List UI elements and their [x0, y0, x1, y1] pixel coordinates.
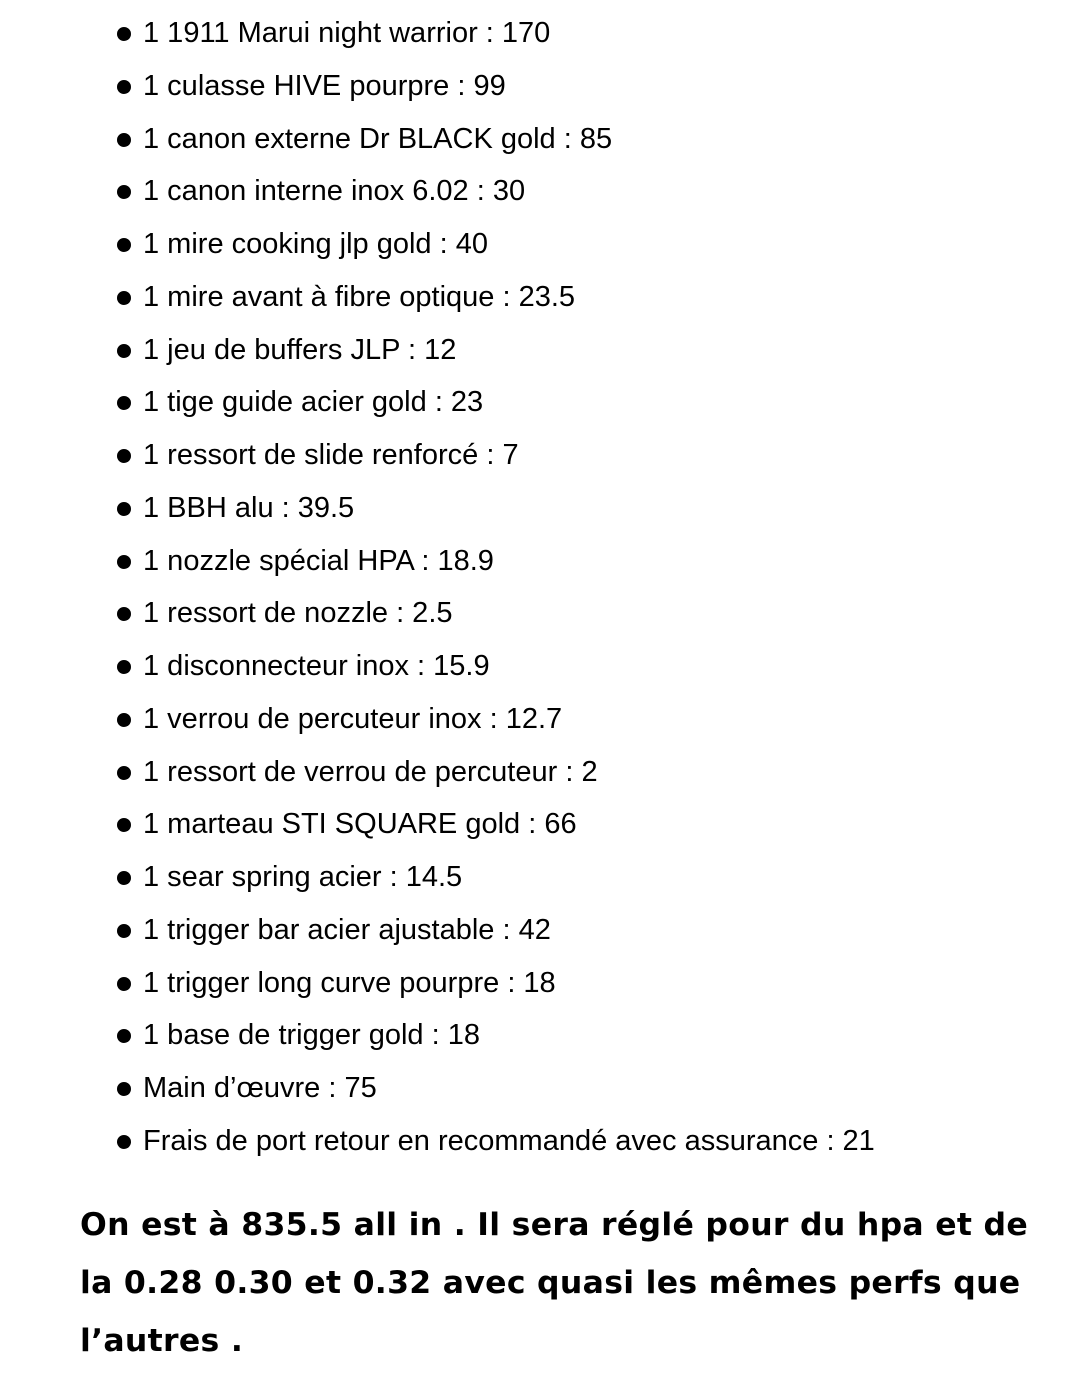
list-item-text: 1 1911 Marui night warrior : 170 — [143, 17, 551, 49]
list-item-text: 1 verrou de percuteur inox : 12.7 — [143, 702, 563, 735]
bullet-icon — [117, 977, 131, 991]
list-item-text: 1 mire avant à fibre optique : 23.5 — [143, 280, 576, 313]
list-item-text: 1 canon interne inox 6.02 : 30 — [143, 175, 526, 208]
list-item — [115, 801, 1055, 854]
bullet-icon — [117, 449, 131, 463]
bullet-icon — [117, 238, 131, 252]
list-item — [115, 63, 1055, 116]
list-item-text: 1 trigger long curve pourpre : 18 — [143, 966, 556, 999]
list-item — [115, 379, 1055, 432]
list-item — [115, 274, 1055, 327]
bullet-icon — [117, 766, 131, 780]
list-item-text: 1 disconnecteur inox : 15.9 — [143, 650, 490, 682]
list-item — [115, 696, 1055, 749]
list-item-text: 1 jeu de buffers JLP : 12 — [143, 333, 457, 366]
bullet-icon — [117, 396, 131, 410]
list-item — [115, 643, 1055, 696]
bullet-icon — [117, 924, 131, 938]
list-item-text: Main d’œuvre : 75 — [143, 1072, 377, 1104]
bullet-icon — [117, 1135, 131, 1149]
list-item — [115, 1012, 1055, 1065]
list-item-text: 1 base de trigger gold : 18 — [143, 1019, 480, 1052]
list-item-text: 1 ressort de nozzle : 2.5 — [143, 597, 453, 630]
list-item — [115, 485, 1055, 538]
bullet-icon — [117, 1029, 131, 1043]
list-item — [115, 116, 1055, 169]
list-item — [115, 327, 1055, 380]
bullet-icon — [117, 291, 131, 305]
bullet-icon — [117, 80, 131, 94]
list-item — [115, 1118, 1055, 1171]
list-item — [115, 432, 1055, 485]
list-item-text: 1 ressort de slide renforcé : 7 — [143, 439, 519, 471]
list-item — [115, 10, 1055, 63]
bullet-icon — [117, 133, 131, 147]
list-item-text: 1 culasse HIVE pourpre : 99 — [143, 69, 506, 102]
bullet-icon — [117, 1082, 131, 1096]
list-item — [115, 854, 1055, 907]
summary-paragraph: On est à 835.5 all in . Il sera réglé pour du hpa et de la 0.28 0.30 et 0.32 avec quasi les mêmes perfs que l’autres . — [80, 1207, 1029, 1359]
bullet-icon — [117, 713, 131, 727]
bullet-icon — [117, 344, 131, 358]
list-item — [115, 749, 1055, 802]
bullet-icon — [117, 555, 131, 569]
list-item-text: 1 trigger bar acier ajustable : 42 — [143, 913, 551, 946]
list-item — [115, 590, 1055, 643]
list-item-text: 1 sear spring acier : 14.5 — [143, 861, 463, 893]
list-item — [115, 960, 1055, 1013]
list-item-text: 1 mire cooking jlp gold : 40 — [143, 228, 488, 260]
bullet-icon — [117, 27, 131, 41]
parts-price-list — [115, 10, 1055, 1171]
bullet-icon — [117, 818, 131, 832]
bullet-icon — [117, 660, 131, 674]
list-item-text: 1 BBH alu : 39.5 — [143, 491, 355, 524]
list-item-text: 1 nozzle spécial HPA : 18.9 — [143, 544, 494, 577]
list-item — [115, 907, 1055, 960]
list-item-text: 1 canon externe Dr BLACK gold : 85 — [143, 122, 613, 155]
list-item — [115, 538, 1055, 591]
list-item — [115, 1065, 1055, 1118]
list-item — [115, 221, 1055, 274]
bullet-icon — [117, 502, 131, 516]
bullet-icon — [117, 871, 131, 885]
list-item-text: 1 tige guide acier gold : 23 — [143, 386, 484, 419]
bullet-icon — [117, 607, 131, 621]
bullet-icon — [117, 185, 131, 199]
list-item-text: Frais de port retour en recommandé avec assurance : 21 — [143, 1124, 875, 1157]
list-item — [115, 168, 1055, 221]
list-item-text: 1 marteau STI SQUARE gold : 66 — [143, 808, 577, 841]
list-item-text: 1 ressort de verrou de percuteur : 2 — [143, 755, 598, 788]
